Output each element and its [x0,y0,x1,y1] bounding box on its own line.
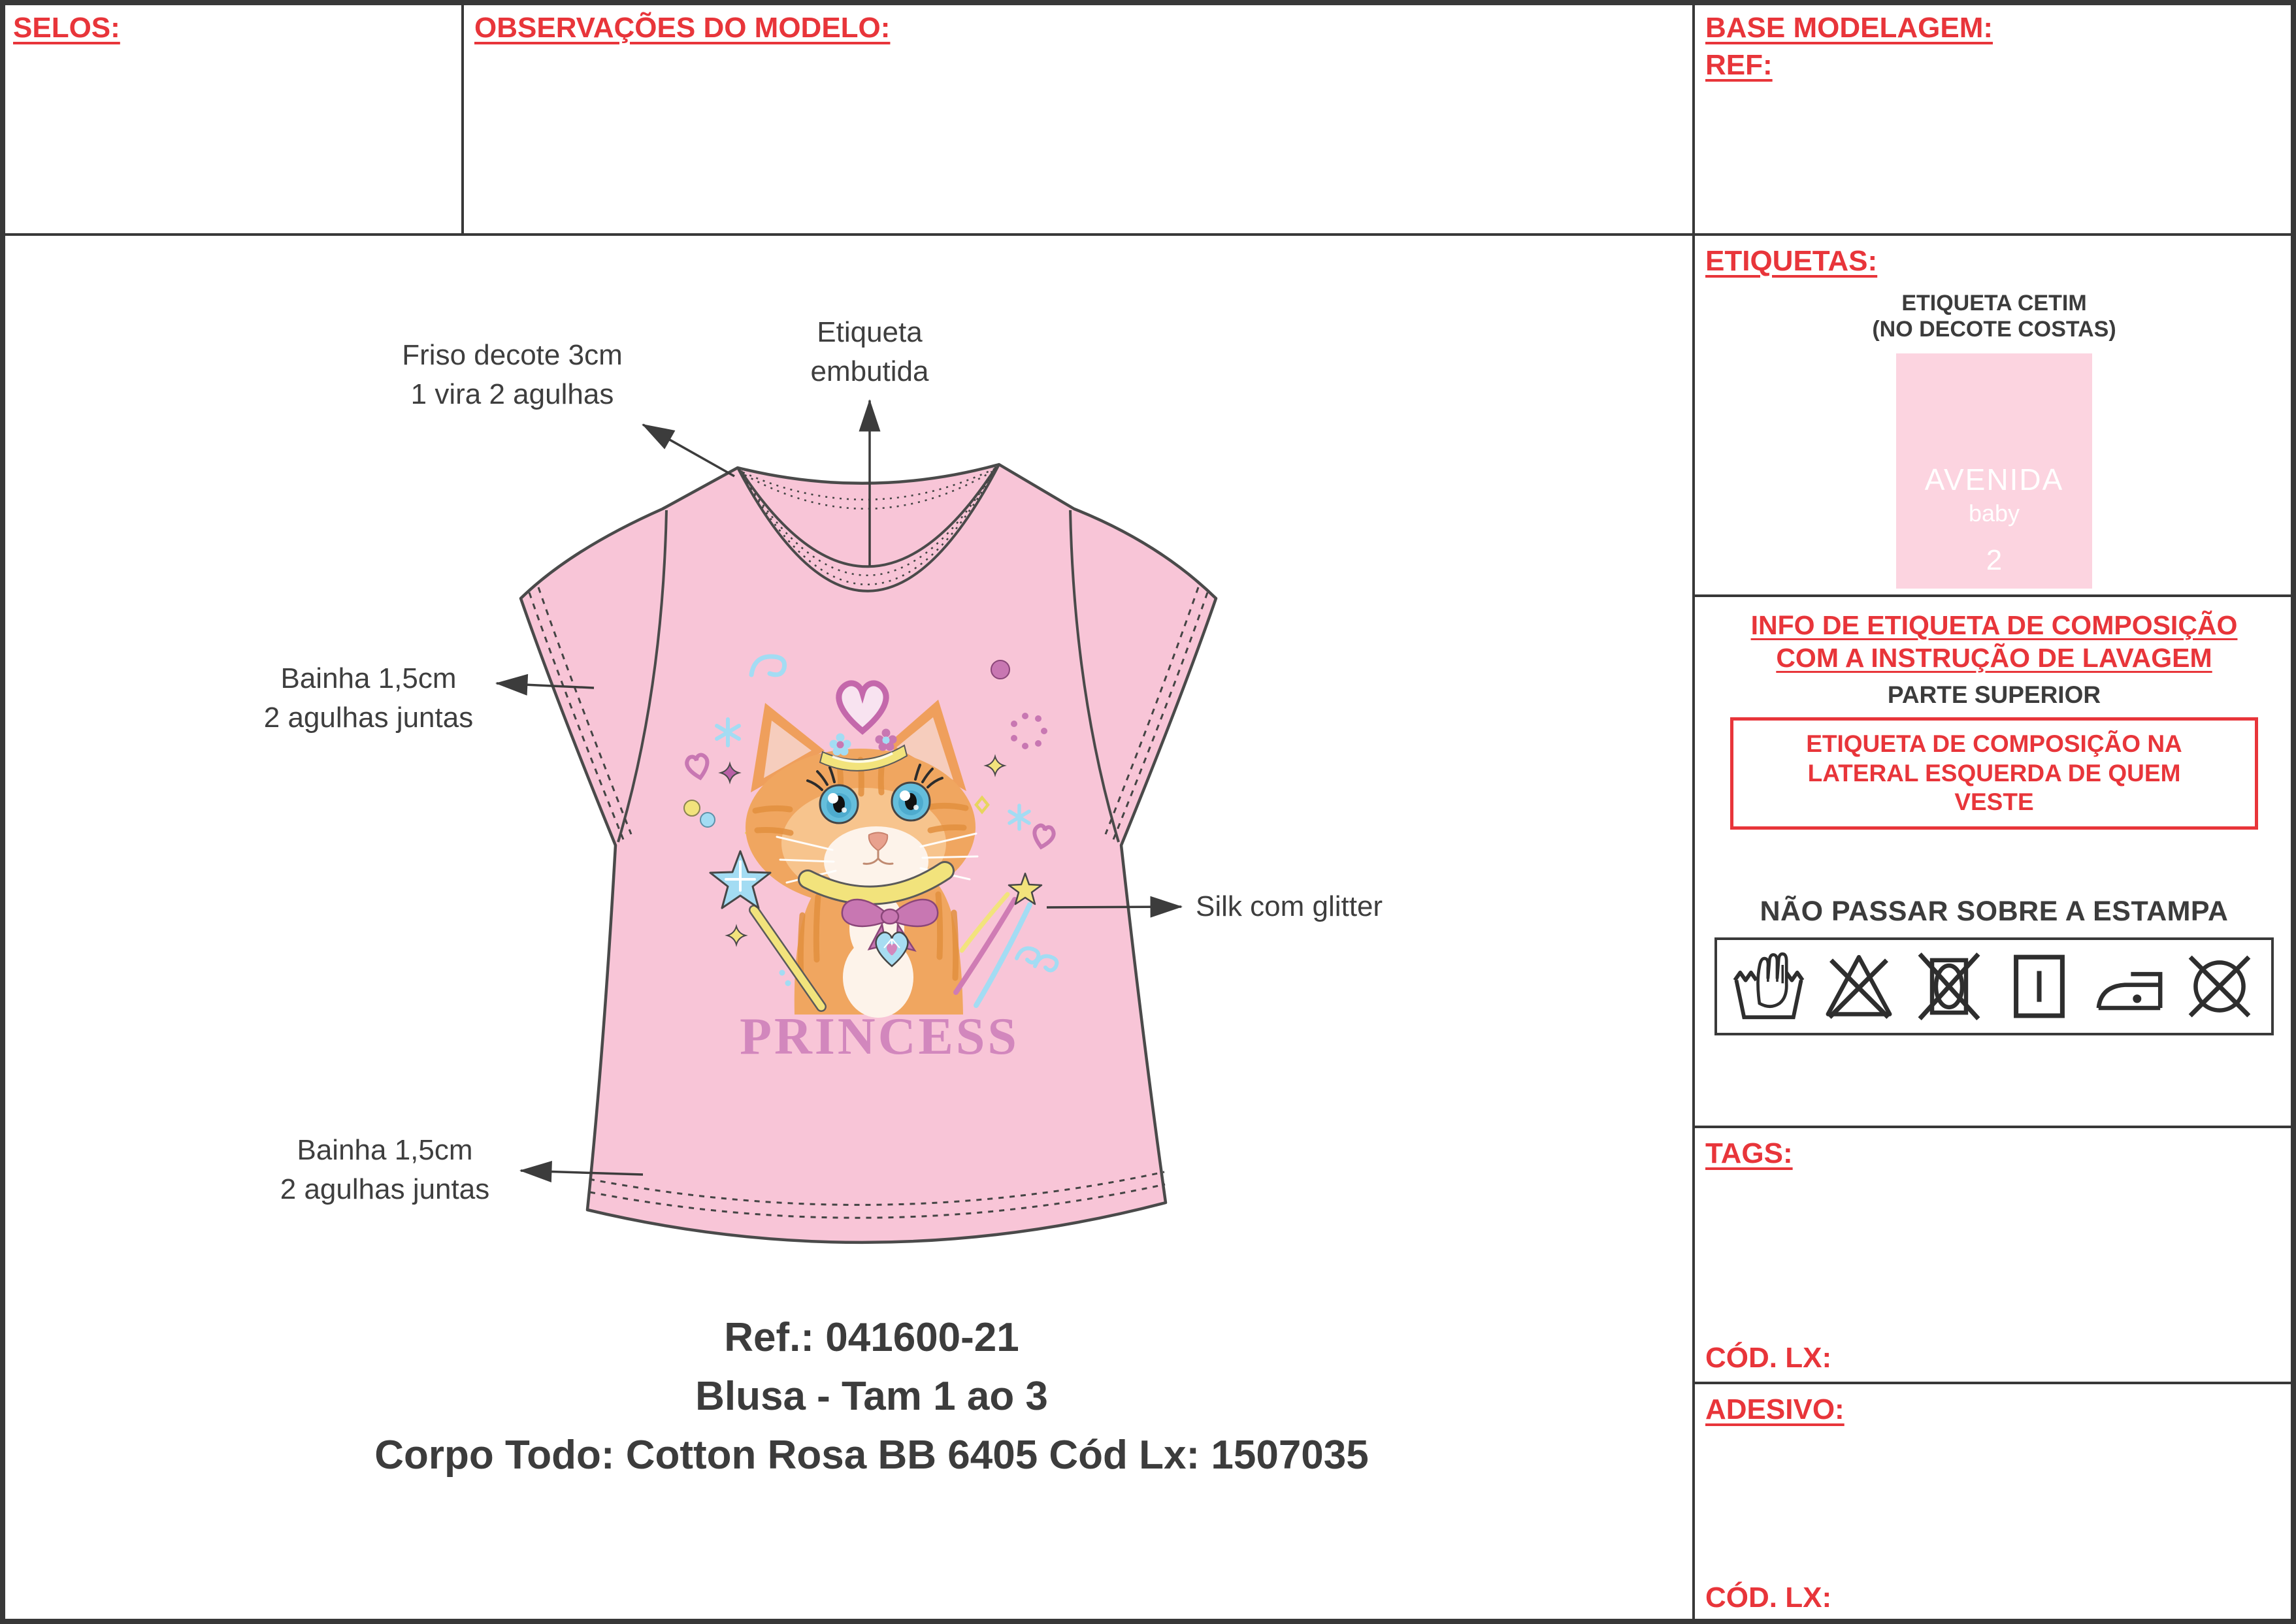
fabric-composition: Corpo Todo: Cotton Rosa BB 6405 Cód Lx: 1507035 [374,1433,1369,1478]
pink-ball-doodle [991,660,1009,679]
comp-line1: ETIQUETA DE COMPOSIÇÃO NA [1806,730,2182,758]
cetim-line1: ETIQUETA CETIM [1901,290,2087,316]
friso-arrow [643,425,734,476]
iron-low-temp-icon [2091,948,2168,1025]
estampa-warning-label: NÃO PASSAR SOBRE A ESTAMPA [1760,895,2229,927]
comp-line2: LATERAL ESQUERDA DE QUEM [1807,759,2181,787]
tags-header: TAGS: [1705,1137,1793,1169]
tags-section [1692,1126,2296,1384]
line-dry-icon [2001,948,2078,1025]
do-not-dry-clean-icon [2181,948,2258,1025]
princess-print-text: PRINCESS [740,1008,1019,1065]
satin-brand-label [1896,353,2092,589]
observacoes-section [461,0,1695,236]
do-not-wring-icon [1911,948,1988,1025]
parte-superior-label: PARTE SUPERIOR [1887,681,2101,709]
brand-name: AVENIDA [1924,463,2064,497]
bainha-hem-line1: Bainha 1,5cm [297,1134,473,1166]
bainha-hem-annotation [228,1131,542,1209]
do-not-bleach-icon [1820,948,1897,1025]
bainha-sleeve-annotation [205,659,532,738]
ref-header: REF: [1705,48,1773,81]
garment-drawing-area [0,233,1695,1624]
etiqueta-annotation [755,313,984,391]
care-symbols-strip [1714,937,2274,1035]
garment-reference-block [120,1308,1623,1485]
info-title-line2: COM A INSTRUÇÃO DE LAVAGEM [1776,643,2212,674]
comp-line3: VESTE [1954,788,2034,816]
info-title-line1: INFO DE ETIQUETA DE COMPOSIÇÃO [1750,610,2238,640]
bainha-sleeve-line2: 2 agulhas juntas [263,702,474,734]
bainha-hem-line2: 2 agulhas juntas [280,1173,490,1205]
cod-lx-tags-label: CÓD. LX: [1705,1342,1832,1374]
friso-line1: Friso decote 3cm [402,339,623,371]
label-size-number: 2 [1986,544,2003,577]
cetim-line2: (NO DECOTE COSTAS) [1872,317,2116,342]
selos-section [0,0,464,236]
composition-info-section [1692,594,2296,1128]
etiquetas-section [1692,233,2296,597]
etiqueta-line2: embutida [810,355,929,387]
hand-wash-icon [1730,948,1807,1025]
reference-number: Ref.: 041600-21 [724,1315,1019,1360]
adesivo-header: ADESIVO: [1705,1393,1845,1425]
brand-sub-line: baby [1968,500,2020,527]
cod-lx-adesivo-label: CÓD. LX: [1705,1582,1832,1614]
silk-label: Silk com glitter [1196,890,1383,922]
observacoes-header: OBSERVAÇÕES DO MODELO: [474,12,891,44]
selos-header: SELOS: [13,12,120,44]
silk-annotation [1196,887,1470,926]
friso-line2: 1 vira 2 agulhas [410,378,614,410]
base-modelagem-section [1692,0,2296,236]
bainha-sleeve-line1: Bainha 1,5cm [280,662,457,694]
garment-size-range: Blusa - Tam 1 ao 3 [695,1374,1048,1419]
etiquetas-header: ETIQUETAS: [1705,245,1878,277]
blue-ball-doodle [700,813,715,827]
etiqueta-line1: Etiqueta [817,316,923,348]
yellow-ball-doodle [684,800,700,816]
friso-annotation [342,336,682,414]
base-modelagem-header: BASE MODELAGEM: [1705,12,1993,44]
composition-placement-box [1730,717,2258,829]
adesivo-section [1692,1382,2296,1624]
